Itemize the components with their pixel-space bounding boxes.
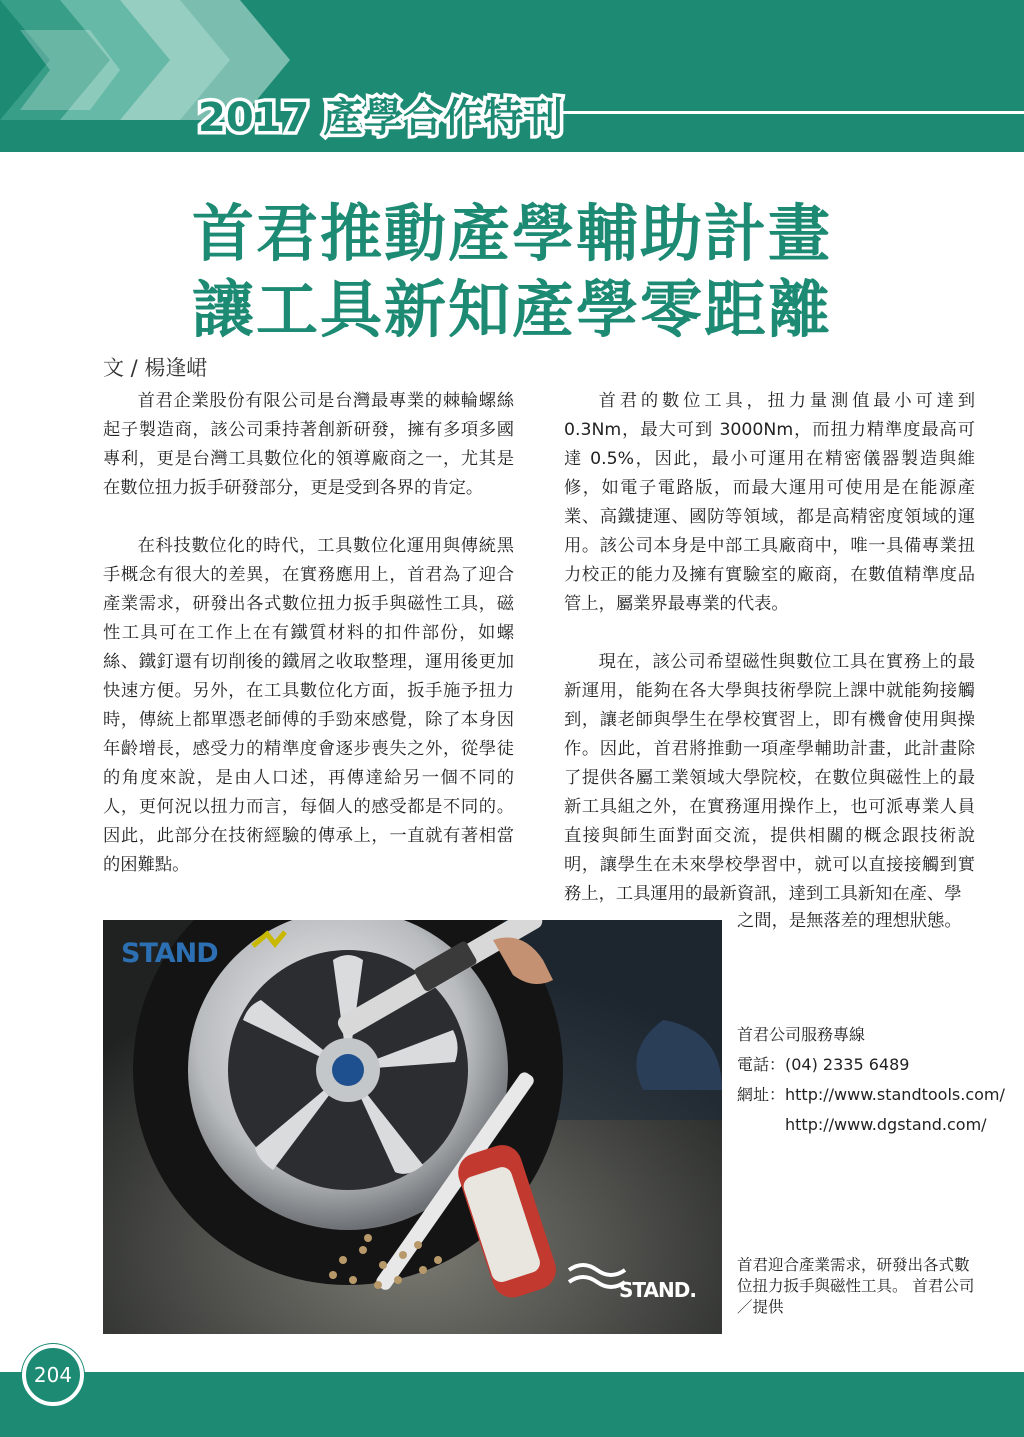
- article-title-line-2: 讓工具新知產學零距離: [191, 273, 832, 346]
- photo-illustration: [103, 920, 722, 1334]
- paragraph: 在科技數位化的時代，工具數位化運用與傳統黑手概念有很大的差異，在實務應用上，首君為了迎合產業需求，研發出各式數位扭力扳手與磁性工具，磁性工具可在工作上在有鐵質材料的扣件部份，如螺絲、鐵釘還有切削後的鐵屑之收取整理，運用後更加快速方便。另外，在工具數位化方面，扳手施予扭力時，傳統上都單憑老師傅的手勁來感覺，除了本身因年齡增長，感受力的精準度會逐步喪失之外，從學徒的角度來說，是由人口述，再傳達給另一個不同的人，更何況以扭力而言，每個人的感受都是不同的。因此，此部分在技術經驗的傳承上，一直就有著相當的困難點。: [103, 536, 514, 875]
- page-number: 204: [22, 1344, 84, 1406]
- footer-band: [0, 1372, 1024, 1437]
- paragraph: 現在，該公司希望磁性與數位工具在實務上的最新運用，能夠在各大學與技術學院上課中就能夠接觸到，讓老師與學生在學校實習上，即有機會使用與操作。因此，首君將推動一項產學輔助計畫，此計畫除了提供各屬工業領域大學院校，在數位與磁性上的最新工具組之外，在實務運用操作上，也可派專業人員直接與師生面對面交流，提供相關的概念跟技術說明，讓學生在未來學校學習中，就可以直接接觸到實務上，工具運用的最新資訊，達到工具新知在產、學: [564, 652, 975, 904]
- contact-phone: 電話：(04) 2335 6489: [737, 1055, 910, 1074]
- contact-heading: 首君公司服務專線: [737, 1025, 866, 1044]
- product-photo: [103, 920, 722, 1334]
- header-divider-line: [548, 111, 1024, 114]
- contact-website-2[interactable]: http://www.dgstand.com/: [785, 1115, 987, 1134]
- paragraph-tail: 之間，是無落差的理想狀態。: [737, 911, 962, 931]
- paragraph: 首君企業股份有限公司是台灣最專業的棘輪螺絲起子製造商，該公司秉持著創新研發，擁有多項多國專利，更是台灣工具數位化的領導廠商之一，尤其是在數位扭力扳手研發部分，更是受到各界的肯定。: [103, 391, 514, 498]
- stand-logo-bottom: STAND.: [619, 1278, 696, 1302]
- stand-logo-top: STAND: [121, 938, 218, 969]
- header-title: 2017 產學合作特刊: [198, 95, 564, 141]
- article-title-line-1: 首君推動產學輔助計畫: [191, 197, 832, 270]
- photo-caption: 首君迎合產業需求，研發出各式數位扭力扳手與磁性工具。 首君公司／提供: [737, 1256, 975, 1316]
- contact-block: [737, 1020, 1005, 1140]
- paragraph: 首君的數位工具，扭力量測值最小可達到0.3Nm，最大可到 3000Nm，而扭力精準度最高可達 0.5%，因此，最小可運用在精密儀器製造與維修，如電子電路版，而最大運用可使用是在能源產業、高鐵捷運、國防等領域，都是高精密度領域的運用。該公司本身是中部工具廠商中，唯一具備專業扭力校正的能力及擁有實驗室的廠商，在數值精準度品管上，屬業界最專業的代表。: [564, 391, 975, 614]
- contact-website[interactable]: 網址：http://www.standtools.com/: [737, 1085, 1005, 1104]
- left-column: [103, 387, 514, 880]
- byline: 文 / 楊逢峮: [103, 356, 208, 380]
- right-column: [564, 387, 975, 909]
- right-column-tail: [737, 907, 977, 936]
